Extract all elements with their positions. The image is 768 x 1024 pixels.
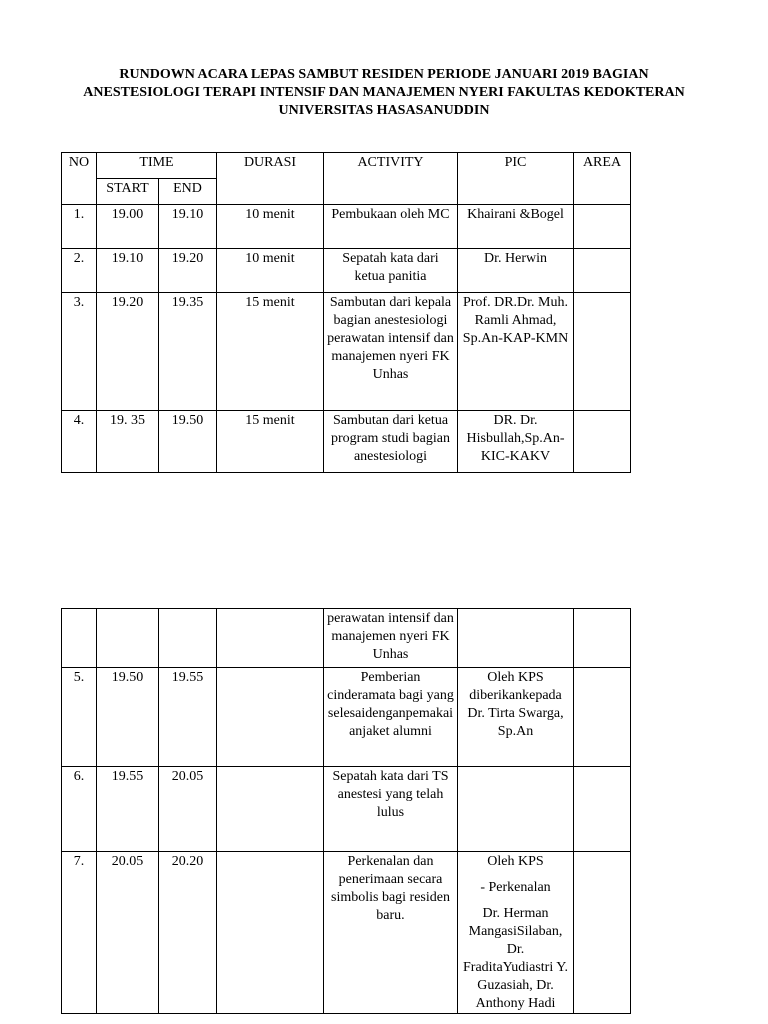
table-row — [62, 609, 631, 668]
cell-start: 19.00 — [97, 205, 159, 249]
cell-start: 19.55 — [97, 767, 159, 852]
cell-pic — [458, 205, 574, 249]
cell-area — [574, 293, 631, 411]
cell-pic — [458, 767, 574, 852]
pic-line: Oleh KPS — [487, 854, 544, 869]
table-row — [62, 293, 631, 411]
cell-area — [574, 249, 631, 293]
cell-activity: perawatan intensif dan manajemen nyeri FK Unhas — [324, 609, 458, 668]
pic-line: DR. Dr. Hisbullah,Sp.An-KIC-KAKV — [466, 413, 565, 464]
cell-start: 19.10 — [97, 249, 159, 293]
cell-area — [574, 668, 631, 767]
cell-area — [574, 205, 631, 249]
rundown-table-page-1 — [61, 152, 631, 473]
cell-activity: Sambutan dari ketua program studi bagian anestesiologi — [324, 411, 458, 473]
pic-line: Dr. Herman MangasiSilaban, Dr. FraditaYudiastri Y. Guzasiah, Dr. Anthony Hadi — [463, 906, 568, 1011]
cell-no: 1. — [62, 205, 97, 249]
cell-activity: Sepatah kata dari TS anestesi yang telah lulus — [324, 767, 458, 852]
cell-end: 19.10 — [159, 205, 217, 249]
header-start: START — [97, 179, 159, 205]
table-row — [62, 205, 631, 249]
table-row — [62, 411, 631, 473]
cell-pic — [458, 668, 574, 767]
cell-start: 19.20 — [97, 293, 159, 411]
header-durasi: DURASI — [217, 153, 324, 205]
header-end: END — [159, 179, 217, 205]
cell-end: 19.35 — [159, 293, 217, 411]
cell-no: 6. — [62, 767, 97, 852]
cell-end — [159, 609, 217, 668]
table-row — [62, 668, 631, 767]
cell-area — [574, 767, 631, 852]
table-row — [62, 249, 631, 293]
cell-end: 20.05 — [159, 767, 217, 852]
cell-durasi — [217, 668, 324, 767]
pic-line: Khairani &Bogel — [467, 207, 564, 222]
cell-activity: Sambutan dari kepala bagian anestesiologi perawatan intensif dan manajemen nyeri FK Unhas — [324, 293, 458, 411]
cell-no: 4. — [62, 411, 97, 473]
cell-area — [574, 852, 631, 1014]
cell-activity: Pemberian cinderamata bagi yang selesaidenganpemakaianjaket alumni — [324, 668, 458, 767]
pic-line: Prof. DR.Dr. Muh. Ramli Ahmad, Sp.An-KAP-KMN — [462, 295, 569, 346]
cell-no: 7. — [62, 852, 97, 1014]
cell-no: 2. — [62, 249, 97, 293]
cell-durasi — [217, 609, 324, 668]
cell-area — [574, 411, 631, 473]
cell-durasi: 10 menit — [217, 249, 324, 293]
cell-activity: Pembukaan oleh MC — [324, 205, 458, 249]
cell-pic — [458, 293, 574, 411]
cell-durasi — [217, 852, 324, 1014]
cell-area — [574, 609, 631, 668]
header-area: AREA — [574, 153, 631, 205]
cell-pic — [458, 852, 574, 1014]
cell-pic — [458, 249, 574, 293]
cell-start: 20.05 — [97, 852, 159, 1014]
title-line-2: ANESTESIOLOGI TERAPI INTENSIF DAN MANAJEMEN NYERI FAKULTAS KEDOKTERAN — [83, 85, 685, 100]
document-title — [40, 66, 728, 120]
cell-end: 19.50 — [159, 411, 217, 473]
header-activity: ACTIVITY — [324, 153, 458, 205]
cell-start: 19. 35 — [97, 411, 159, 473]
cell-durasi — [217, 767, 324, 852]
header-row — [62, 153, 631, 179]
cell-start: 19.50 — [97, 668, 159, 767]
table-row — [62, 852, 631, 1014]
cell-no — [62, 609, 97, 668]
title-line-1: RUNDOWN ACARA LEPAS SAMBUT RESIDEN PERIODE JANUARI 2019 BAGIAN — [119, 67, 649, 82]
header-pic: PIC — [458, 153, 574, 205]
pic-line: - Perkenalan — [480, 880, 551, 895]
cell-no: 3. — [62, 293, 97, 411]
pic-line: Dr. Herwin — [484, 251, 547, 266]
cell-activity: Sepatah kata dari ketua panitia — [324, 249, 458, 293]
cell-pic — [458, 609, 574, 668]
cell-end: 20.20 — [159, 852, 217, 1014]
cell-start — [97, 609, 159, 668]
header-time: TIME — [97, 153, 217, 179]
title-line-3: UNIVERSITAS HASASANUDDIN — [278, 103, 490, 118]
cell-durasi: 15 menit — [217, 411, 324, 473]
cell-no: 5. — [62, 668, 97, 767]
cell-end: 19.20 — [159, 249, 217, 293]
cell-durasi: 15 menit — [217, 293, 324, 411]
pic-line: Oleh KPS diberikankepada Dr. Tirta Swarga, Sp.An — [467, 670, 564, 739]
cell-durasi: 10 menit — [217, 205, 324, 249]
cell-end: 19.55 — [159, 668, 217, 767]
table-row — [62, 767, 631, 852]
cell-activity: Perkenalan dan penerimaan secara simbolis bagi residen baru. — [324, 852, 458, 1014]
cell-pic — [458, 411, 574, 473]
header-no: NO — [62, 153, 97, 205]
rundown-table-page-2 — [61, 608, 631, 1014]
